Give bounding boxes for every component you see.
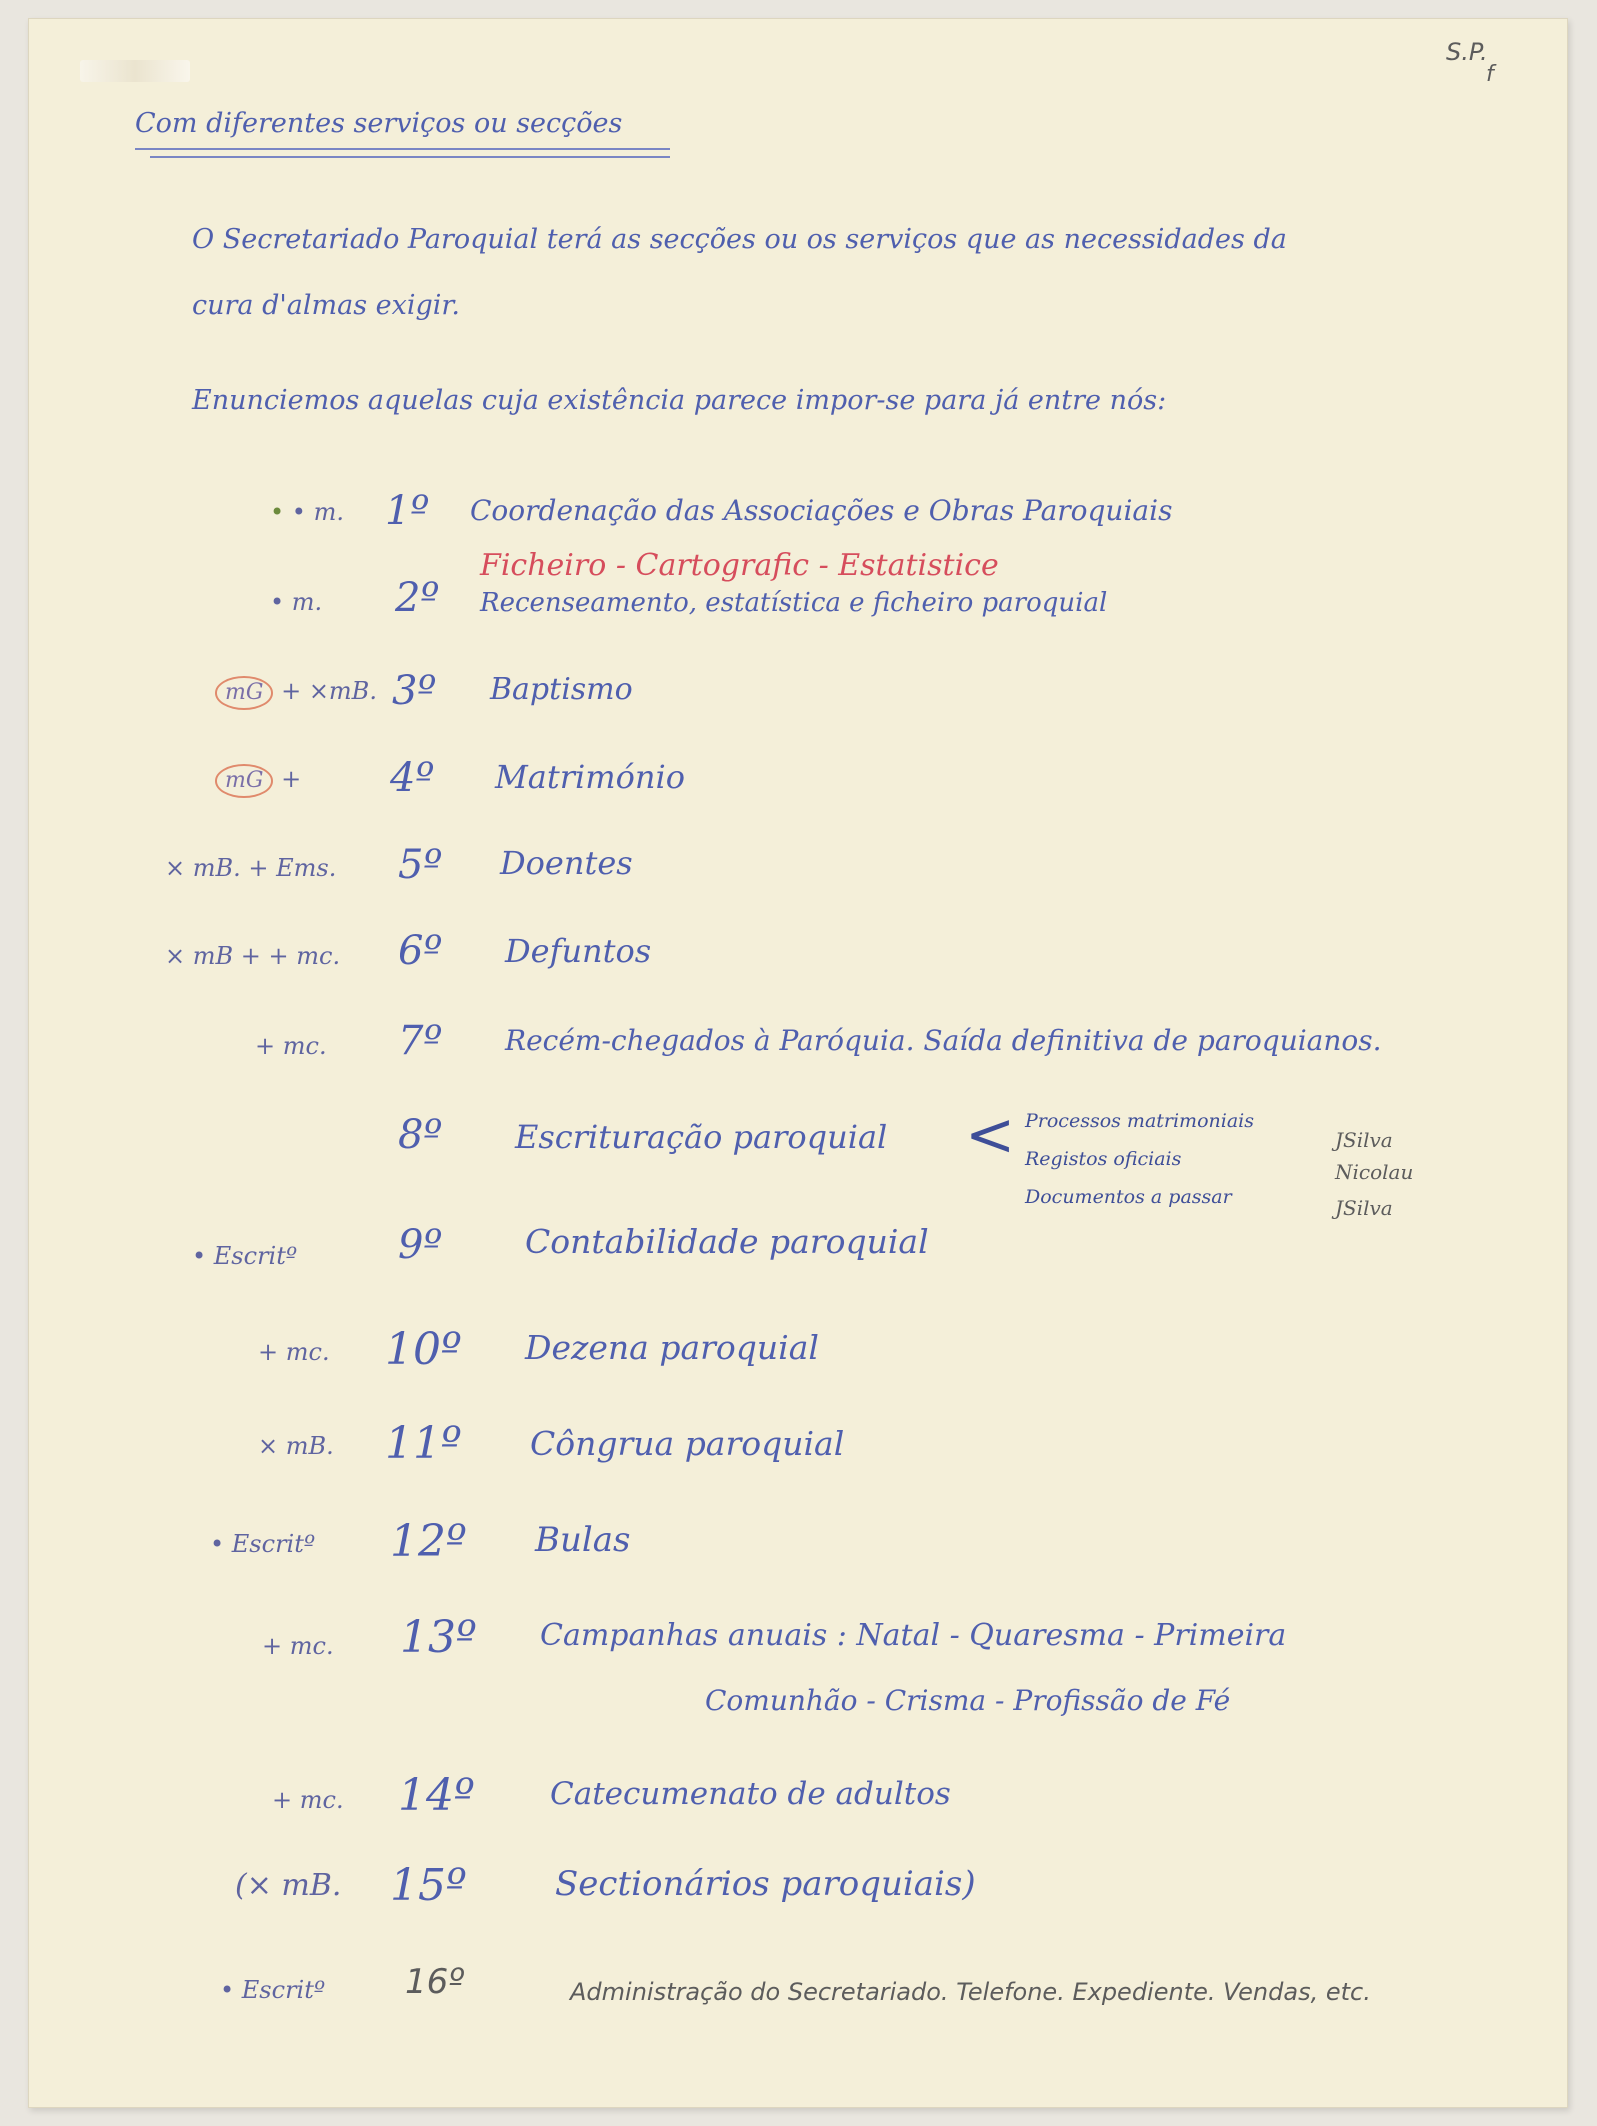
page-heading: Com diferentes serviços ou secções xyxy=(135,108,623,139)
item-number: 2º xyxy=(395,575,440,621)
item-mark: × mB + + mc. xyxy=(165,942,341,970)
item-mark: × mB. xyxy=(258,1432,334,1460)
sub-assignee: JSilva xyxy=(1335,1196,1393,1220)
intro-line2: cura d'almas exigir. xyxy=(192,290,460,321)
intro-line3: Enunciemos aquelas cuja existência parece impor-se para já entre nós: xyxy=(192,385,1167,416)
item-number: 12º xyxy=(390,1516,467,1567)
sub-label: Processos matrimoniais xyxy=(1025,1110,1254,1132)
item-mark: + mc. xyxy=(272,1786,344,1814)
item-text: Côngrua paroquial xyxy=(530,1424,845,1463)
item-mark: • Escritº xyxy=(220,1976,326,2004)
item-mark-group: mG + xyxy=(215,764,301,798)
item-text: Coordenação das Associações e Obras Paroquiais xyxy=(470,494,1173,527)
item-text: Baptismo xyxy=(490,672,633,707)
item-mark: • • m. xyxy=(270,498,344,526)
heading-underline-2 xyxy=(150,156,670,158)
item-mark-group: mG + ×mB. xyxy=(215,676,377,710)
item-text: Contabilidade paroquial xyxy=(525,1222,929,1261)
item-number: 8º xyxy=(398,1112,443,1158)
item-mark: • Escritº xyxy=(210,1530,316,1558)
item-text: Matrimónio xyxy=(495,758,685,796)
item-mark: + mc. xyxy=(255,1032,327,1060)
item-text-continued: Comunhão - Crisma - Profissão de Fé xyxy=(705,1684,1231,1717)
mark-circle: mG xyxy=(215,764,273,798)
item-number: 7º xyxy=(398,1018,443,1064)
sub-label: Registos oficiais xyxy=(1025,1148,1182,1170)
item-number: 15º xyxy=(390,1860,467,1911)
item-text: Dezena paroquial xyxy=(525,1328,819,1367)
item-text: Recém-chegados à Paróquia. Saída definitiva de paroquianos. xyxy=(505,1024,1382,1057)
tape-mark xyxy=(80,60,190,82)
item-text: Administração do Secretariado. Telefone. Expediente. Vendas, etc. xyxy=(570,1978,1371,2006)
item-text: Recenseamento, estatística e ficheiro paroquial xyxy=(480,588,1108,618)
item-number: 16º xyxy=(405,1962,465,2002)
heading-underline-1 xyxy=(135,148,670,150)
item-number: 6º xyxy=(398,928,443,974)
mark-circle: mG xyxy=(215,676,273,710)
corner-note-line1: S.P. xyxy=(1446,38,1488,66)
intro-line1: O Secretariado Paroquial terá as secções ou os serviços que as necessidades da xyxy=(192,224,1287,255)
item-mark: × mB. + Ems. xyxy=(165,854,337,882)
item-number: 5º xyxy=(398,842,443,888)
item-annotation: Ficheiro - Cartografic - Estatistice xyxy=(480,548,999,583)
item-text: Defuntos xyxy=(505,932,652,970)
item-text: Escrituração paroquial xyxy=(515,1118,888,1156)
item-text: Campanhas anuais : Natal - Quaresma - Primeira xyxy=(540,1618,1287,1653)
item-text: Catecumenato de adultos xyxy=(550,1776,951,1812)
item-text: Doentes xyxy=(500,844,633,882)
item-mark: + mc. xyxy=(262,1632,334,1660)
item-mark: • Escritº xyxy=(192,1242,298,1270)
item-number: 1º xyxy=(385,488,430,534)
item-text: Sectionários paroquiais) xyxy=(555,1864,976,1904)
item-number: 9º xyxy=(398,1222,443,1268)
item-number: 14º xyxy=(398,1770,475,1821)
sub-assignee: JSilva xyxy=(1335,1128,1393,1152)
sub-assignee: Nicolau xyxy=(1335,1160,1414,1184)
item-mark: + mc. xyxy=(258,1338,330,1366)
item-number: 11º xyxy=(385,1418,462,1469)
item-mark: (× mB. xyxy=(235,1868,342,1903)
item-text: Bulas xyxy=(535,1520,631,1560)
item-mark: • m. xyxy=(270,588,323,616)
corner-note-line2: f xyxy=(1486,62,1494,87)
bracket-icon: < xyxy=(965,1100,1016,1170)
item-number: 10º xyxy=(385,1324,462,1375)
item-number: 4º xyxy=(390,755,435,801)
item-number: 3º xyxy=(392,668,437,714)
item-number: 13º xyxy=(400,1612,477,1663)
sub-label: Documentos a passar xyxy=(1025,1186,1232,1208)
